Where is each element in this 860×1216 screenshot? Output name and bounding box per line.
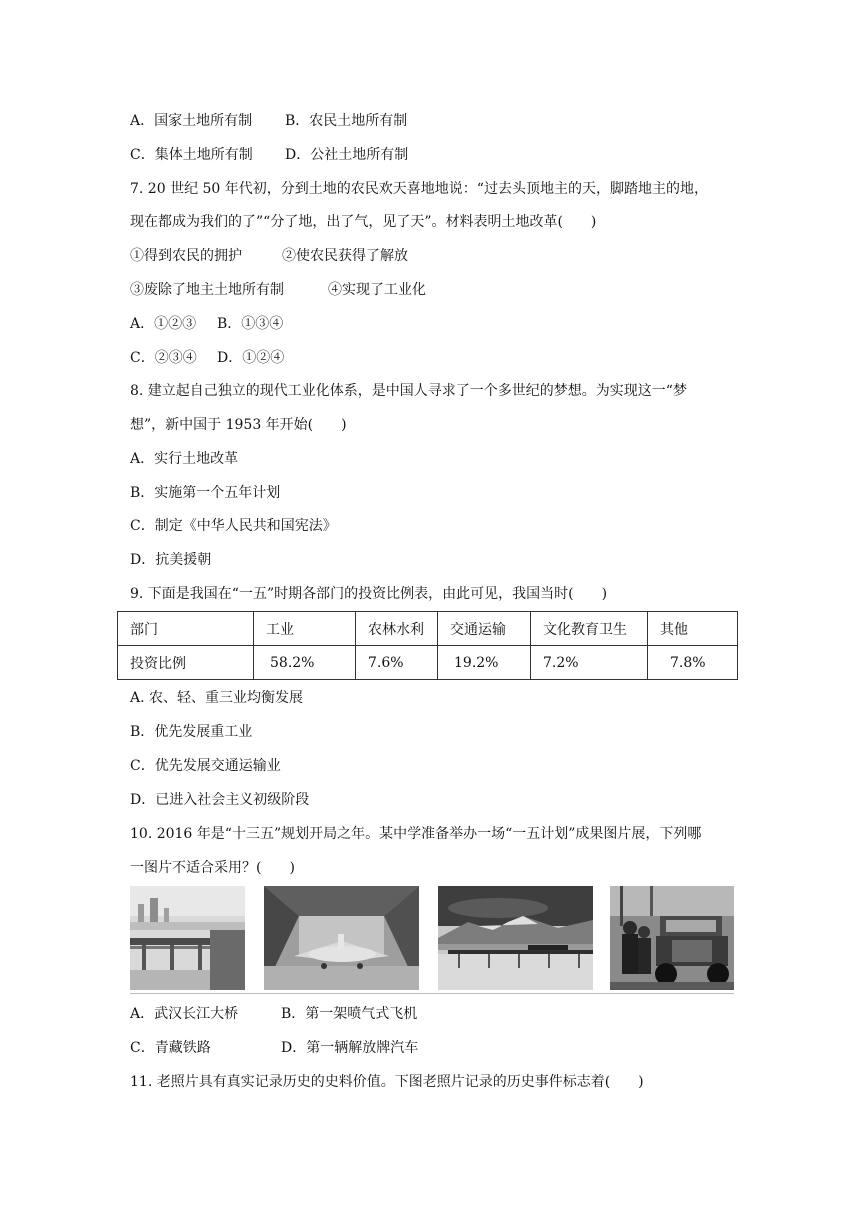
q10-photo-strip bbox=[130, 886, 734, 994]
q6-option-a: A．国家土地所有制 bbox=[130, 113, 253, 129]
q10-stem-line1: 10. 2016 年是“十三五”规划开局之年。某中学准备举办一场“一五计划”成果图片展，下列哪 bbox=[130, 826, 702, 842]
table-header-cell: 工业 bbox=[254, 612, 356, 646]
table-header-cell: 农林水利 bbox=[356, 612, 438, 646]
q8-option-a: A．实行土地改革 bbox=[130, 451, 239, 467]
table-cell: 7.2% bbox=[531, 646, 648, 680]
q8-option-b: B．实施第一个五年计划 bbox=[130, 485, 281, 501]
q7-option-b: B．①③④ bbox=[217, 316, 284, 332]
q6-options-row1 bbox=[130, 111, 407, 131]
q7-options-row2 bbox=[130, 348, 284, 368]
q8-stem-line2: 想”，新中国于 1953 年开始( ) bbox=[130, 417, 347, 433]
q7-option-c: C．②③④ bbox=[130, 350, 197, 366]
q7-statement-2: ②使农民获得了解放 bbox=[282, 248, 408, 264]
q6-option-d: D．公社土地所有制 bbox=[285, 147, 409, 163]
table-header-cell: 交通运输 bbox=[438, 612, 531, 646]
q6-option-c: C．集体土地所有制 bbox=[130, 147, 253, 163]
photo-strip-divider bbox=[130, 993, 734, 994]
q9-stem: 9. 下面是我国在“一五”时期各部门的投资比例表，由此可见，我国当时( ) bbox=[130, 586, 608, 602]
q7-statement-3: ③废除了地主土地所有制 bbox=[130, 282, 284, 298]
q10-options-row1 bbox=[130, 1004, 417, 1024]
q7-statements-row2 bbox=[130, 280, 426, 300]
table-row bbox=[118, 646, 738, 680]
truck-photo bbox=[610, 886, 734, 990]
q11-stem: 11. 老照片具有真实记录历史的史料价值。下图老照片记录的历史事件标志着( ) bbox=[130, 1074, 644, 1090]
q9-option-a: A. 农、轻、重三业均衡发展 bbox=[130, 690, 304, 706]
bridge-photo bbox=[130, 886, 245, 990]
table-header-row bbox=[118, 612, 738, 646]
q7-option-a: A．①②③ bbox=[130, 316, 197, 332]
q10-option-a: A．武汉长江大桥 bbox=[130, 1006, 239, 1022]
table-cell: 58.2% bbox=[254, 646, 356, 680]
q7-option-d: D．①②④ bbox=[217, 350, 285, 366]
q6-options-row2 bbox=[130, 145, 408, 165]
q7-options-row1 bbox=[130, 314, 283, 334]
q9-option-d: D．已进入社会主义初级阶段 bbox=[130, 792, 310, 808]
q8-stem-line1: 8. 建立起自己独立的现代工业化体系，是中国人寻求了一个多世纪的梦想。为实现这一“梦 bbox=[130, 383, 687, 399]
q10-option-c: C．青藏铁路 bbox=[130, 1040, 211, 1056]
jet-plane-photo bbox=[264, 886, 419, 990]
q10-stem-line2: 一图片不适合采用？( ) bbox=[130, 860, 295, 876]
q9-option-c: C．优先发展交通运输业 bbox=[130, 758, 281, 774]
q7-statement-1: ①得到农民的拥护 bbox=[130, 248, 242, 264]
table-header-cell: 其他 bbox=[648, 612, 738, 646]
q6-option-b: B．农民土地所有制 bbox=[285, 113, 408, 129]
railway-photo bbox=[438, 886, 593, 990]
table-cell: 7.6% bbox=[356, 646, 438, 680]
q7-stem-line1: 7. 20 世纪 50 年代初，分到土地的农民欢天喜地地说：“过去头顶地主的天，脚踏地主的地， bbox=[130, 181, 708, 197]
table-cell: 19.2% bbox=[438, 646, 531, 680]
q7-statements-row1 bbox=[130, 246, 408, 266]
q7-stem-line2: 现在都成为我们的了”“分了地，出了气，见了天”。材料表明土地改革( ) bbox=[130, 214, 597, 230]
q7-statement-4: ④实现了工业化 bbox=[328, 282, 426, 298]
q8-option-d: D．抗美援朝 bbox=[130, 552, 212, 568]
q10-option-b: B．第一架喷气式飞机 bbox=[281, 1006, 418, 1022]
q10-options-row2 bbox=[130, 1038, 418, 1058]
table-header-cell: 文化教育卫生 bbox=[531, 612, 648, 646]
table-header-cell: 部门 bbox=[118, 612, 254, 646]
q10-option-d: D．第一辆解放牌汽车 bbox=[281, 1040, 419, 1056]
table-cell: 投资比例 bbox=[118, 646, 254, 680]
table-cell: 7.8% bbox=[648, 646, 738, 680]
q9-option-b: B．优先发展重工业 bbox=[130, 724, 253, 740]
investment-table bbox=[117, 611, 738, 680]
q8-option-c: C．制定《中华人民共和国宪法》 bbox=[130, 518, 337, 534]
